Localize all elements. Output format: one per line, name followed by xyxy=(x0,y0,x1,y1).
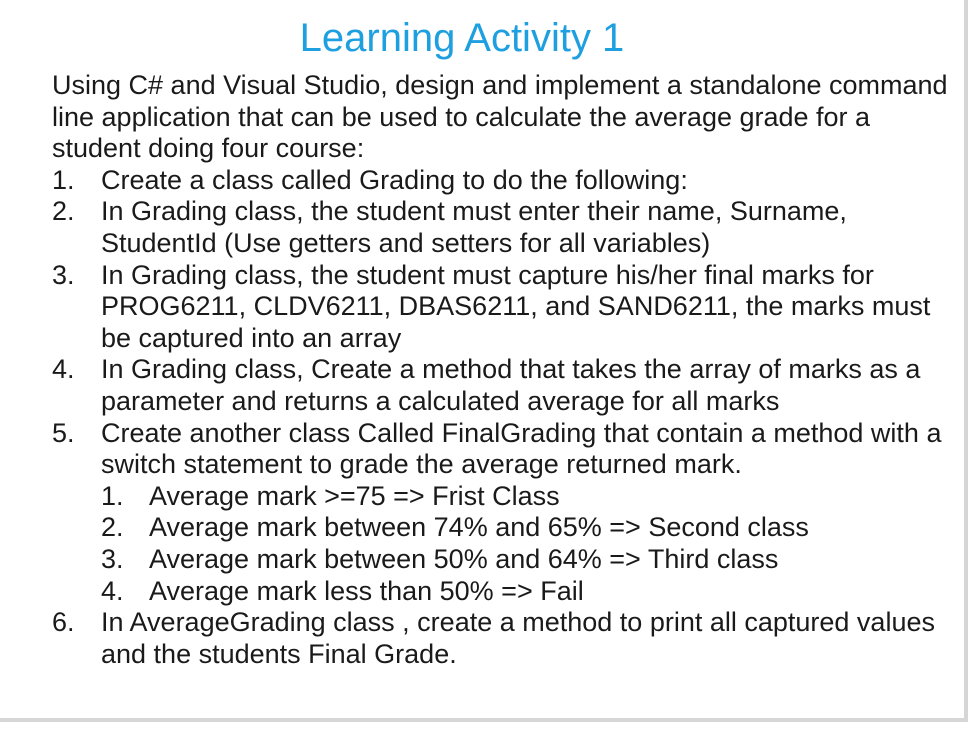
sub-list-item-text: Average mark >=75 => Frist Class xyxy=(149,480,560,511)
grade-rules-list xyxy=(101,481,952,607)
list-item xyxy=(52,607,952,670)
sub-list-item xyxy=(101,512,952,544)
sub-list-item-text: Average mark between 50% and 64% => Third class xyxy=(149,543,779,574)
slide-title: Learning Activity 1 xyxy=(299,16,625,60)
list-item-number: 6. xyxy=(52,607,75,638)
list-item-text: In Grading class, the student must capture his/her final marks for PROG6211, CLDV6211, DBAS6211, and SAND6211, the marks must be captured into an array xyxy=(101,259,931,353)
sub-list-item xyxy=(101,481,952,513)
list-item xyxy=(52,354,952,417)
list-item xyxy=(52,260,952,355)
list-item-number: 2. xyxy=(52,196,75,227)
sub-list-item-number: 1. xyxy=(101,480,124,511)
intro-paragraph: Using C# and Visual Studio, design and implement a standalone command line application that can be used to calculate the average grade for a student doing four course: xyxy=(52,70,948,164)
list-item xyxy=(52,196,952,259)
list-item xyxy=(52,418,952,608)
slide-body xyxy=(52,70,952,670)
list-item-number: 4. xyxy=(52,354,75,385)
list-item-text: Create a class called Grading to do the following: xyxy=(101,164,688,195)
sub-list-item-number: 3. xyxy=(101,543,124,574)
list-item-number: 5. xyxy=(52,417,75,448)
list-item-text: In Grading class, the student must enter their name, Surname, StudentId (Use getters and setters for all variables) xyxy=(101,196,847,258)
list-item-number: 3. xyxy=(52,259,75,290)
list-item-text: In Grading class, Create a method that takes the array of marks as a parameter and returns a calculated average for all marks xyxy=(101,354,921,416)
sub-list-item-text: Average mark less than 50% => Fail xyxy=(149,575,584,606)
sub-list-item xyxy=(101,544,952,576)
list-item-text: Create another class Called FinalGrading that contain a method with a switch statement to grade the average returned mark. xyxy=(101,417,942,480)
list-item-text: In AverageGrading class , create a method to print all captured values and the students Final Grade. xyxy=(101,607,935,669)
sub-list-item-number: 4. xyxy=(101,575,124,606)
sub-list-item xyxy=(101,576,952,608)
list-item xyxy=(52,165,952,197)
list-item-number: 1. xyxy=(52,164,75,195)
sub-list-item-text: Average mark between 74% and 65% => Second class xyxy=(149,512,809,543)
sub-list-item-number: 2. xyxy=(101,512,124,543)
instruction-list xyxy=(52,165,952,671)
